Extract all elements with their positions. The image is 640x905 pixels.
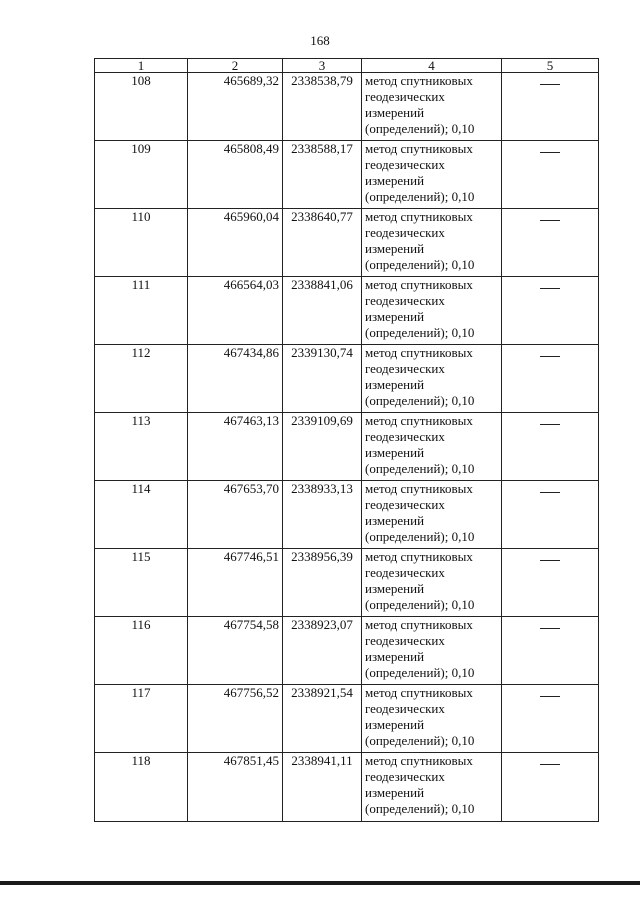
method-line: геодезических xyxy=(365,769,445,784)
method-line: измерений xyxy=(365,717,425,732)
note-cell xyxy=(502,413,599,481)
method-line: измерений xyxy=(365,173,425,188)
column-header-3: 3 xyxy=(283,59,362,73)
method-line: измерений xyxy=(365,309,425,324)
x-coordinate-cell: 465689,32 xyxy=(188,73,283,141)
coordinates-table xyxy=(94,58,599,822)
y-coordinate-cell: 2338640,77 xyxy=(283,209,362,277)
method-line: геодезических xyxy=(365,429,445,444)
bottom-rule xyxy=(0,881,640,885)
method-line: измерений xyxy=(365,581,425,596)
dash-mark xyxy=(540,764,560,765)
dash-mark xyxy=(540,696,560,697)
point-number-cell: 113 xyxy=(95,413,188,481)
table-header-row xyxy=(95,59,599,73)
table-row xyxy=(95,413,599,481)
table-body xyxy=(95,73,599,822)
table-row xyxy=(95,209,599,277)
method-line: измерений xyxy=(365,241,425,256)
point-number-cell: 112 xyxy=(95,345,188,413)
method-line: (определений); 0,10 xyxy=(365,121,475,136)
x-coordinate-cell: 467756,52 xyxy=(188,685,283,753)
note-cell xyxy=(502,141,599,209)
y-coordinate-cell: 2338933,13 xyxy=(283,481,362,549)
page-number: 168 xyxy=(310,33,330,48)
method-line: измерений xyxy=(365,513,425,528)
point-number-cell: 108 xyxy=(95,73,188,141)
method-cell xyxy=(362,209,502,277)
method-line: измерений xyxy=(365,445,425,460)
y-coordinate-cell: 2339130,74 xyxy=(283,345,362,413)
y-coordinate-cell: 2338841,06 xyxy=(283,277,362,345)
method-cell xyxy=(362,345,502,413)
method-line: геодезических xyxy=(365,157,445,172)
method-line: измерений xyxy=(365,785,425,800)
dash-mark xyxy=(540,220,560,221)
note-cell xyxy=(502,549,599,617)
method-cell xyxy=(362,413,502,481)
dash-mark xyxy=(540,356,560,357)
method-line: геодезических xyxy=(365,361,445,376)
x-coordinate-cell: 467754,58 xyxy=(188,617,283,685)
column-header-4: 4 xyxy=(362,59,502,73)
x-coordinate-cell: 465960,04 xyxy=(188,209,283,277)
y-coordinate-cell: 2338941,11 xyxy=(283,753,362,822)
x-coordinate-cell: 467463,13 xyxy=(188,413,283,481)
method-line: метод спутниковых xyxy=(365,141,473,156)
table-row xyxy=(95,277,599,345)
dash-mark xyxy=(540,492,560,493)
method-line: метод спутниковых xyxy=(365,753,473,768)
method-line: геодезических xyxy=(365,565,445,580)
x-coordinate-cell: 465808,49 xyxy=(188,141,283,209)
method-line: (определений); 0,10 xyxy=(365,189,475,204)
y-coordinate-cell: 2338538,79 xyxy=(283,73,362,141)
table-row xyxy=(95,345,599,413)
dash-mark xyxy=(540,84,560,85)
x-coordinate-cell: 467851,45 xyxy=(188,753,283,822)
method-line: метод спутниковых xyxy=(365,345,473,360)
y-coordinate-cell: 2338923,07 xyxy=(283,617,362,685)
method-line: метод спутниковых xyxy=(365,209,473,224)
dash-mark xyxy=(540,560,560,561)
x-coordinate-cell: 467434,86 xyxy=(188,345,283,413)
method-cell xyxy=(362,685,502,753)
note-cell xyxy=(502,685,599,753)
method-cell xyxy=(362,73,502,141)
dash-mark xyxy=(540,424,560,425)
method-cell xyxy=(362,753,502,822)
method-cell xyxy=(362,617,502,685)
point-number-cell: 117 xyxy=(95,685,188,753)
table-row xyxy=(95,617,599,685)
note-cell xyxy=(502,481,599,549)
note-cell xyxy=(502,209,599,277)
point-number-cell: 116 xyxy=(95,617,188,685)
dash-mark xyxy=(540,628,560,629)
method-line: измерений xyxy=(365,377,425,392)
method-line: (определений); 0,10 xyxy=(365,801,475,816)
table-row xyxy=(95,141,599,209)
point-number-cell: 111 xyxy=(95,277,188,345)
note-cell xyxy=(502,753,599,822)
point-number-cell: 110 xyxy=(95,209,188,277)
point-number-cell: 118 xyxy=(95,753,188,822)
x-coordinate-cell: 467653,70 xyxy=(188,481,283,549)
method-line: метод спутниковых xyxy=(365,617,473,632)
column-header-2: 2 xyxy=(188,59,283,73)
point-number-cell: 115 xyxy=(95,549,188,617)
method-line: (определений); 0,10 xyxy=(365,393,475,408)
table-row xyxy=(95,73,599,141)
note-cell xyxy=(502,277,599,345)
method-cell xyxy=(362,481,502,549)
method-line: геодезических xyxy=(365,497,445,512)
method-line: (определений); 0,10 xyxy=(365,733,475,748)
dash-mark xyxy=(540,288,560,289)
note-cell xyxy=(502,617,599,685)
point-number-cell: 114 xyxy=(95,481,188,549)
method-line: геодезических xyxy=(365,701,445,716)
table-row xyxy=(95,481,599,549)
note-cell xyxy=(502,345,599,413)
method-line: метод спутниковых xyxy=(365,277,473,292)
method-line: (определений); 0,10 xyxy=(365,665,475,680)
column-header-5: 5 xyxy=(502,59,599,73)
table-row xyxy=(95,685,599,753)
table-row xyxy=(95,549,599,617)
method-cell xyxy=(362,277,502,345)
x-coordinate-cell: 466564,03 xyxy=(188,277,283,345)
method-line: метод спутниковых xyxy=(365,413,473,428)
method-line: (определений); 0,10 xyxy=(365,257,475,272)
y-coordinate-cell: 2338921,54 xyxy=(283,685,362,753)
method-line: (определений); 0,10 xyxy=(365,597,475,612)
method-line: (определений); 0,10 xyxy=(365,461,475,476)
method-line: геодезических xyxy=(365,225,445,240)
method-line: геодезических xyxy=(365,633,445,648)
y-coordinate-cell: 2338956,39 xyxy=(283,549,362,617)
method-line: метод спутниковых xyxy=(365,73,473,88)
method-line: (определений); 0,10 xyxy=(365,325,475,340)
x-coordinate-cell: 467746,51 xyxy=(188,549,283,617)
point-number-cell: 109 xyxy=(95,141,188,209)
method-line: (определений); 0,10 xyxy=(365,529,475,544)
method-line: метод спутниковых xyxy=(365,481,473,496)
table-row xyxy=(95,753,599,822)
method-line: метод спутниковых xyxy=(365,549,473,564)
y-coordinate-cell: 2338588,17 xyxy=(283,141,362,209)
dash-mark xyxy=(540,152,560,153)
method-cell xyxy=(362,141,502,209)
note-cell xyxy=(502,73,599,141)
method-line: измерений xyxy=(365,105,425,120)
method-line: метод спутниковых xyxy=(365,685,473,700)
method-line: геодезических xyxy=(365,293,445,308)
y-coordinate-cell: 2339109,69 xyxy=(283,413,362,481)
method-line: геодезических xyxy=(365,89,445,104)
column-header-1: 1 xyxy=(95,59,188,73)
method-line: измерений xyxy=(365,649,425,664)
method-cell xyxy=(362,549,502,617)
